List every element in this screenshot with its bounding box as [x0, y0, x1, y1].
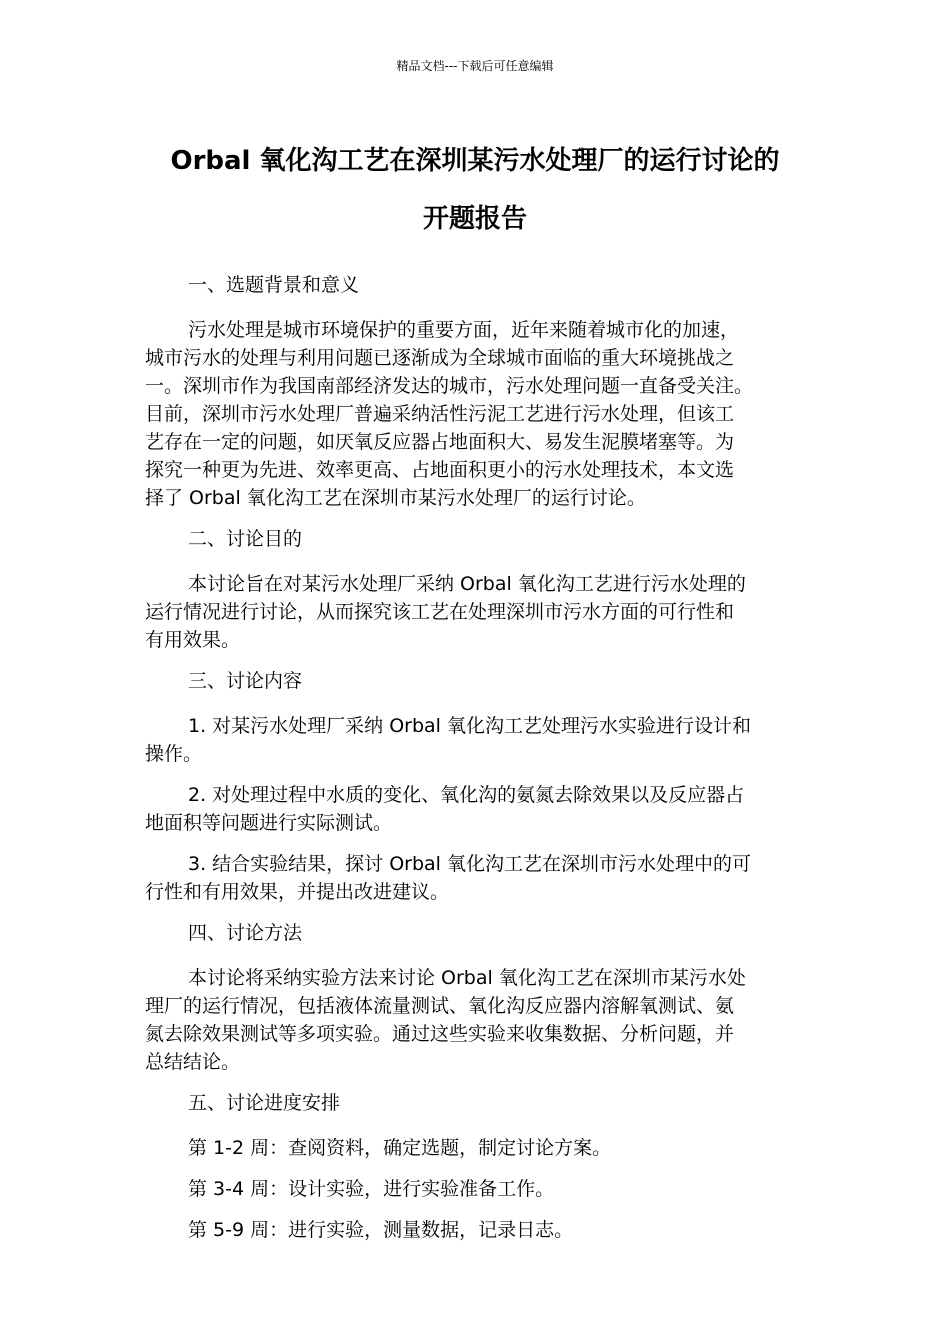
text-line: 操作。 — [145, 743, 203, 765]
content-item-3 — [145, 850, 805, 906]
text-line: 城市污水的处理与利用问题已逐渐成为全球城市面临的重大环境挑战之 — [145, 347, 735, 369]
text-line: 地面积等问题进行实际测试。 — [145, 812, 393, 834]
text-line: 探究一种更为先进、效率更高、占地面积更小的污水处理技术，本文选 — [145, 459, 735, 481]
document-body — [145, 271, 805, 1257]
text-line: 本讨论将采纳实验方法来讨论 Orbal 氧化沟工艺在深圳市某污水处 — [188, 967, 746, 989]
text-line: 3. 结合实验结果，探讨 Orbal 氧化沟工艺在深圳市污水处理中的可 — [188, 853, 751, 875]
paragraph-method — [145, 964, 805, 1076]
text-line: 艺存在一定的问题，如厌氧反应器占地面积大、易发生泥膜堵塞等。为 — [145, 431, 735, 453]
text-line: 第 3-4 周：设计实验，进行实验准备工作。 — [188, 1178, 555, 1200]
text-line: 理厂的运行情况，包括液体流量测试、氧化沟反应器内溶解氧测试、氨 — [145, 995, 735, 1017]
content-item-1 — [145, 712, 805, 768]
text-line: 运行情况进行讨论，从而探究该工艺在处理深圳市污水方面的可行性和 — [145, 601, 735, 623]
schedule-item — [145, 1216, 805, 1244]
paragraph-background — [145, 316, 805, 512]
schedule-item — [145, 1175, 805, 1203]
text-line: 氮去除效果测试等多项实验。通过这些实验来收集数据、分析问题，并 — [145, 1023, 735, 1045]
schedule-item — [145, 1134, 805, 1162]
text-line: 第 1-2 周：查阅资料，确定选题，制定讨论方案。 — [188, 1137, 612, 1159]
text-line: 有用效果。 — [145, 629, 241, 651]
text-line: 一。深圳市作为我国南部经济发达的城市，污水处理问题一直备受关注。 — [145, 375, 754, 397]
text-line: 本讨论旨在对某污水处理厂采纳 Orbal 氧化沟工艺进行污水处理的 — [188, 573, 746, 595]
section-heading-purpose: 二、讨论目的 — [188, 528, 303, 550]
text-line: 2. 对处理过程中水质的变化、氧化沟的氨氮去除效果以及反应器占 — [188, 784, 745, 806]
text-line: 第 5-9 周：进行实验，测量数据，记录日志。 — [188, 1219, 574, 1241]
section-heading-method: 四、讨论方法 — [188, 922, 303, 944]
document-title — [130, 132, 820, 248]
section-heading-schedule: 五、讨论进度安排 — [188, 1092, 341, 1114]
text-line: 1. 对某污水处理厂采纳 Orbal 氧化沟工艺处理污水实验进行设计和 — [188, 715, 751, 737]
page-header-note: 精品文档---下载后可任意编辑 — [396, 59, 554, 73]
section-heading-background: 一、选题背景和意义 — [188, 274, 360, 296]
paragraph-purpose — [145, 570, 805, 654]
text-line: 目前，深圳市污水处理厂普遍采纳活性污泥工艺进行污水处理，但该工 — [145, 403, 735, 425]
section-heading-content: 三、讨论内容 — [188, 670, 303, 692]
text-line: 择了 Orbal 氧化沟工艺在深圳市某污水处理厂的运行讨论。 — [145, 487, 646, 509]
text-line: 污水处理是城市环境保护的重要方面，近年来随着城市化的加速， — [188, 319, 740, 341]
text-line: 行性和有用效果，并提出改进建议。 — [145, 881, 450, 903]
title-line-2: 开题报告 — [422, 204, 527, 234]
content-item-2 — [145, 781, 805, 837]
text-line: 总结结论。 — [145, 1051, 241, 1073]
title-line-1: Orbal 氧化沟工艺在深圳某污水处理厂的运行讨论的 — [170, 146, 780, 176]
